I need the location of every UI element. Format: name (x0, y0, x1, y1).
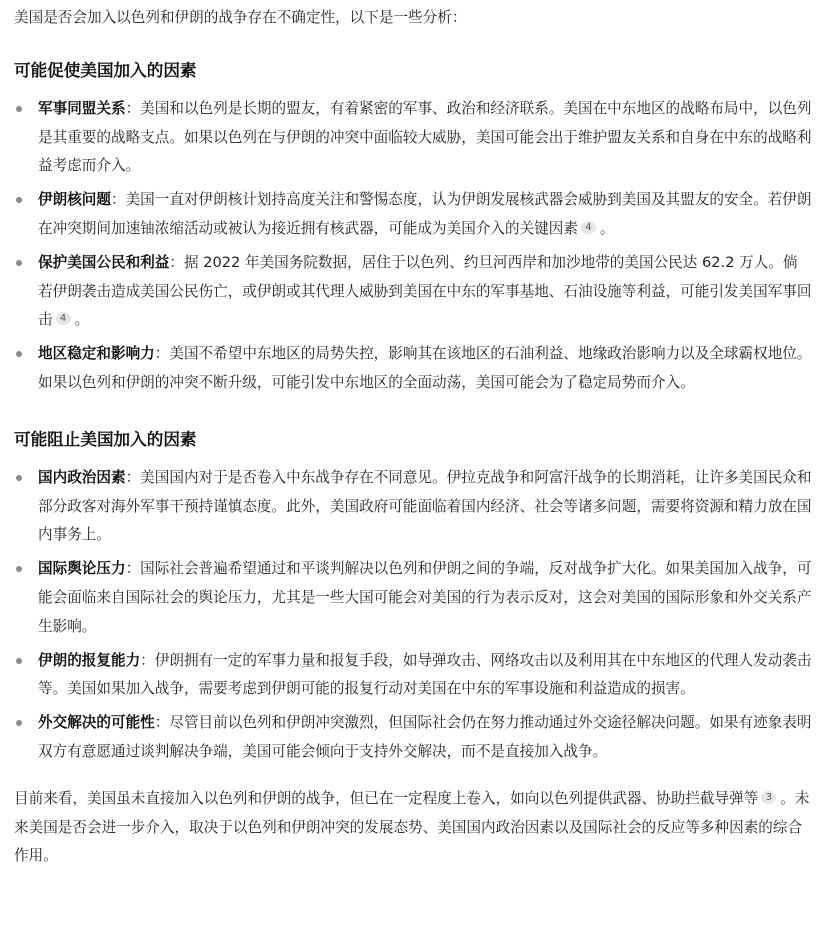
item-text: ：国际社会普遍希望通过和平谈判解决以色列和伊朗之间的争端，反对战争扩大化。如果美国加入战争，可能会面临来自国际社会的舆论压力，尤其是一些大国可能会对美国的行为表示反对，这会对美国的国际形象和外交关系产生影响。 (38, 560, 812, 635)
bullet-icon (16, 658, 22, 664)
bullet-icon (16, 720, 22, 726)
item-term: 保护美国公民和利益 (38, 253, 170, 271)
conclusion-text-end: 。未来美国是否会进一步介入，取决于以色列和伊朗冲突的发展态势、美国国内政治因素以及国际社会的反应等多种因素的综合作用。 (14, 789, 810, 865)
list-item (14, 340, 812, 398)
item-text: ：美国和以色列是长期的盟友，有着紧密的军事、政治和经济联系。美国在中东地区的战略布局中，以色列是其重要的战略支点。如果以色列在与伊朗的冲突中面临较大威胁，美国可能会出于维护盟友关系和自身在中东的战略利益考虑而介入。 (38, 99, 812, 175)
bullet-icon (16, 351, 22, 357)
item-term: 国际舆论压力 (38, 560, 126, 578)
citation-badge[interactable]: 4 (581, 221, 596, 234)
list-item (14, 555, 812, 641)
item-term: 外交解决的可能性 (38, 714, 155, 732)
item-text: ：据 2022 年美国务院数据，居住于以色列、约旦河西岸和加沙地带的美国公民达 62.2 万人。倘若伊朗袭击造成美国公民伤亡，或伊朗或其代理人威胁到美国在中东的军事基地、石油设施等利益，可能引发美国军事回击 (38, 253, 812, 329)
preventing-factors-list (14, 464, 812, 767)
conclusion-paragraph (14, 785, 812, 871)
list-item (14, 709, 812, 767)
bullet-icon (16, 566, 22, 572)
item-term: 伊朗核问题 (38, 191, 111, 209)
list-item (14, 95, 812, 181)
section-heading-preventing-factors: 可能阻止美国加入的因素 (14, 429, 197, 449)
bullet-icon (16, 197, 22, 203)
citation-badge[interactable]: 4 (56, 312, 71, 325)
citation-badge[interactable]: 3 (761, 791, 776, 804)
section-heading-promoting-factors: 可能促使美国加入的因素 (14, 60, 197, 80)
item-text: ：美国一直对伊朗核计划持高度关注和警惕态度，认为伊朗发展核武器会威胁到美国及其盟友的安全。若伊朗在冲突期间加速铀浓缩活动或被认为接近拥有核武器，可能成为美国介入的关键因素 (38, 191, 812, 237)
item-text: ：伊朗拥有一定的军事力量和报复手段，如导弹攻击、网络攻击以及利用其在中东地区的代理人发动袭击等。美国如果加入战争，需要考虑到伊朗可能的报复行动对美国在中东的军事设施和利益造成的损害。 (38, 651, 812, 698)
item-text-end: 。 (599, 219, 615, 237)
list-item (14, 464, 812, 550)
item-text: ：尽管目前以色列和伊朗冲突激烈，但国际社会仍在努力推动通过外交途径解决问题。如果有迹象表明双方有意愿通过谈判解决争端，美国可能会倾向于支持外交解决，而不是直接加入战争。 (38, 714, 812, 760)
item-term: 军事同盟关系 (38, 99, 126, 117)
bullet-icon (16, 260, 22, 266)
item-term: 地区稳定和影响力 (38, 345, 155, 363)
conclusion-text: 目前来看，美国虽未直接加入以色列和伊朗的战争，但已在一定程度上卷入，如向以色列提供武器、协助拦截导弹等 (14, 789, 759, 807)
item-text: ：美国国内对于是否卷入中东战争存在不同意见。伊拉克战争和阿富汗战争的长期消耗，让许多美国民众和部分政客对海外军事干预持谨慎态度。此外，美国政府可能面临着国内经济、社会等诸多问题，需要将资源和精力放在国内事务上。 (38, 468, 812, 544)
list-item (14, 249, 812, 335)
intro-paragraph: 美国是否会加入以色列和伊朗的战争存在不确定性，以下是一些分析： (14, 9, 467, 26)
item-text-end: 。 (74, 311, 90, 329)
item-term: 伊朗的报复能力 (38, 651, 141, 669)
list-item (14, 186, 812, 244)
promoting-factors-list (14, 95, 812, 398)
item-term: 国内政治因素 (38, 468, 126, 486)
item-text: ：美国不希望中东地区的局势失控，影响其在该地区的石油利益、地缘政治影响力以及全球霸权地位。如果以色列和伊朗的冲突不断升级，可能引发中东地区的全面动荡，美国可能会为了稳定局势而介入。 (38, 345, 812, 391)
list-item (14, 647, 812, 705)
bullet-icon (16, 475, 22, 481)
bullet-icon (16, 106, 22, 112)
